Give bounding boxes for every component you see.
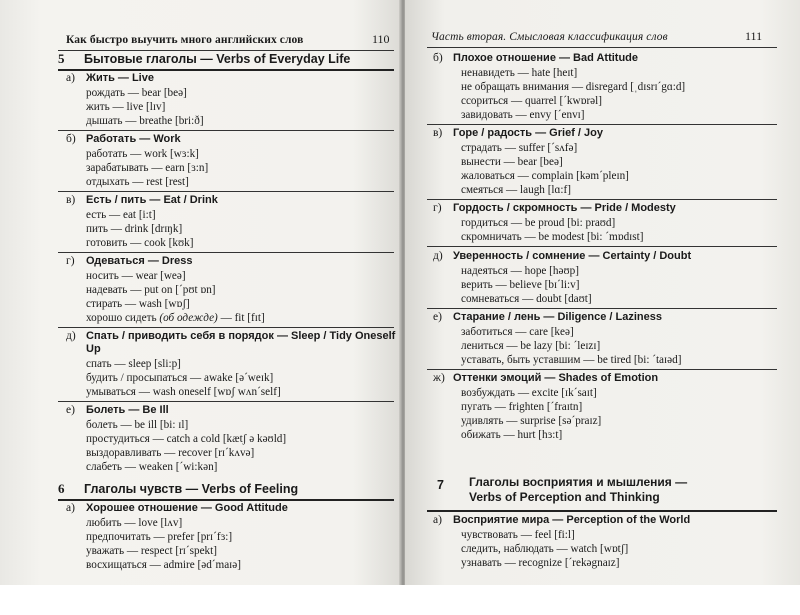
divider <box>427 199 777 200</box>
group-letter: е) <box>433 311 442 323</box>
vocab-line: слабеть — weaken [ˊwi:kən] <box>86 461 218 473</box>
vocab-line: ненавидеть — hate [heɪt] <box>461 67 578 79</box>
vocab-line: работать — work [wɜ:k] <box>86 148 199 160</box>
group-title: Жить — Live <box>86 72 154 84</box>
vocab-line: зарабатывать — earn [ɜ:n] <box>86 162 209 174</box>
group-letter: г) <box>433 202 442 214</box>
vocab-line: уважать — respect [rɪˊspekt] <box>86 545 217 557</box>
group-letter: г) <box>66 255 75 267</box>
divider <box>427 47 777 48</box>
page-number: 111 <box>745 29 763 43</box>
page-number: 110 <box>372 32 390 46</box>
vocab-line: жаловаться — complain [kəmˊpleɪn] <box>461 170 629 182</box>
group-heading <box>66 133 181 145</box>
vocab-line: носить — wear [weə] <box>86 270 186 282</box>
divider <box>427 369 777 370</box>
group-title: Есть / пить — Eat / Drink <box>86 194 218 206</box>
right-page <box>405 0 800 585</box>
group-title: Оттенки эмоций — Shades of Emotion <box>453 372 659 384</box>
vocab-line: узнавать — recognize [ˊrekəgnaɪz] <box>461 557 620 569</box>
vocab-line: гордиться — be proud [bi: praʊd] <box>461 217 616 229</box>
vocab-line: любить — love [lʌv] <box>86 517 183 529</box>
section-title-line: Глаголы восприятия и мышления — <box>469 475 688 489</box>
vocab-line: завидовать — envy [ˊenvɪ] <box>461 109 585 121</box>
section-number: 6 <box>58 481 65 496</box>
vocab-line: простудиться — catch a cold [kætʃ ə kəʊld] <box>86 433 287 445</box>
section-title-line: Verbs of Perception and Thinking <box>469 490 660 504</box>
group-heading-continuation <box>86 343 101 355</box>
vocab-line: пить — drink [drɪŋk] <box>86 223 183 235</box>
group-heading <box>433 372 658 384</box>
vocab-line: пугать — frighten [ˊfraɪtn] <box>461 401 583 413</box>
vocab-line: рождать — bear [beə] <box>86 87 187 99</box>
vocab-line: смеяться — laugh [lɑ:f] <box>461 184 571 196</box>
divider <box>58 69 394 71</box>
group-letter: ж) <box>433 372 445 384</box>
section-number: 5 <box>58 51 65 66</box>
divider <box>58 327 394 328</box>
vocab-line: готовить — cook [kʊk] <box>86 237 194 249</box>
vocab-line: страдать — suffer [ˊsʌfə] <box>461 142 578 154</box>
group-heading <box>66 72 154 84</box>
vocab-line: скромничать — be modest [bi: ˊmɒdɪst] <box>461 231 644 243</box>
divider <box>58 499 394 501</box>
group-title: Плохое отношение — Bad Attitude <box>453 52 639 64</box>
section-title <box>469 475 687 505</box>
group-letter: а) <box>66 72 75 84</box>
vocab-line: умываться — wash oneself [wɒʃ wʌnˊself] <box>86 386 281 398</box>
group-letter: в) <box>66 194 76 206</box>
vocab-line: обижать — hurt [hɜ:t] <box>461 429 563 441</box>
divider <box>427 246 777 247</box>
section-title: Глаголы чувств — Verbs of Feeling <box>84 482 299 496</box>
group-letter: а) <box>433 514 442 526</box>
group-title: Спать / приводить себя в порядок — Sleep / Tidy Oneself <box>86 330 396 342</box>
vocab-line: ссориться — quarrel [ˊkwɒrəl] <box>461 95 602 107</box>
vocab-line: уставать, быть уставшим — be tired [bi: ˊtaɪəd] <box>461 354 682 366</box>
vocab-line: жить — live [lɪv] <box>86 101 166 113</box>
group-heading <box>433 202 676 214</box>
group-title: Одеваться — Dress <box>86 255 193 267</box>
vocab-line: будить / просыпаться — awake [əˊweɪk] <box>86 372 274 384</box>
group-heading <box>433 311 662 323</box>
vocab-line: надеяться — hope [həʊp] <box>461 265 579 277</box>
divider <box>427 308 777 309</box>
vocab-line: следить, наблюдать — watch [wɒtʃ] <box>461 543 629 555</box>
running-head: Часть вторая. Смысловая классификация слов <box>431 31 668 43</box>
group-title: Уверенность / сомнение — Certainty / Doubt <box>453 250 692 262</box>
group-title: Болеть — Be Ill <box>86 404 169 416</box>
group-title: Хорошее отношение — Good Attitude <box>86 502 288 514</box>
vocab-line: не обращать внимания — disregard [ˌdɪsrɪˊgɑ:d] <box>461 81 686 93</box>
vocab-line: хорошо сидеть (об одежде) — fit [fɪt] <box>86 312 265 324</box>
section-number: 7 <box>437 478 444 492</box>
group-heading <box>433 52 638 64</box>
group-heading <box>433 514 690 526</box>
vocab-line: чувствовать — feel [fi:l] <box>461 529 575 541</box>
group-letter: д) <box>66 330 76 342</box>
group-title: Гордость / скромность — Pride / Modesty <box>453 202 676 214</box>
group-letter: д) <box>433 250 443 262</box>
group-title: Горе / радость — Grief / Joy <box>453 127 603 139</box>
divider <box>427 510 777 512</box>
vocab-line: есть — eat [i:t] <box>86 209 156 221</box>
group-heading <box>433 127 603 139</box>
divider <box>58 191 394 192</box>
group-title-continuation: Up <box>86 343 101 355</box>
left-page <box>0 0 401 585</box>
group-letter: б) <box>66 133 76 145</box>
group-heading <box>66 502 288 514</box>
group-title: Работать — Work <box>86 133 181 145</box>
section-heading <box>58 481 298 497</box>
group-heading <box>66 404 169 416</box>
vocab-line: удивлять — surprise [səˊpraɪz] <box>461 415 602 427</box>
vocab-line: болеть — be ill [bi: ɪl] <box>86 419 189 431</box>
group-title: Старание / лень — Diligence / Laziness <box>453 311 662 323</box>
group-letter: е) <box>66 404 75 416</box>
divider <box>58 401 394 402</box>
group-heading <box>433 250 691 262</box>
vocab-line: лениться — be lazy [bi: ˊleɪzɪ] <box>461 340 601 352</box>
section-title: Бытовые глаголы — Verbs of Everyday Life <box>84 52 351 66</box>
vocab-line: спать — sleep [sli:p] <box>86 358 181 370</box>
vocab-line: вынести — bear [beə] <box>461 156 563 168</box>
vocab-line: верить — believe [bɪˊli:v] <box>461 279 580 291</box>
vocab-line: восхищаться — admire [ədˊmaɪə] <box>86 559 241 571</box>
group-heading <box>66 255 193 267</box>
vocab-line: надевать — put on [ˊpʊt ɒn] <box>86 284 216 296</box>
vocab-line: дышать — breathe [bri:ð] <box>86 115 204 127</box>
background-margin <box>0 585 800 615</box>
group-letter: в) <box>433 127 443 139</box>
divider <box>58 252 394 253</box>
divider <box>58 130 394 131</box>
group-title: Восприятие мира — Perception of the World <box>453 514 691 526</box>
vocab-line: стирать — wash [wɒʃ] <box>86 298 190 310</box>
group-letter: а) <box>66 502 75 514</box>
group-letter: б) <box>433 52 443 64</box>
running-head: Как быстро выучить много английских слов <box>66 34 304 46</box>
vocab-line: сомневаться — doubt [daʊt] <box>461 293 592 305</box>
group-heading <box>66 330 395 342</box>
divider <box>427 124 777 125</box>
vocab-line: выздоравливать — recover [rɪˊkʌvə] <box>86 447 255 459</box>
vocab-line: отдыхать — rest [rest] <box>86 176 189 188</box>
vocab-line: заботиться — care [keə] <box>461 326 574 338</box>
section-heading <box>58 51 350 67</box>
vocab-line: возбуждать — excite [ɪkˊsaɪt] <box>461 387 597 399</box>
group-heading <box>66 194 218 206</box>
vocab-line: предпочитать — prefer [prɪˊfɜ:] <box>86 531 233 543</box>
